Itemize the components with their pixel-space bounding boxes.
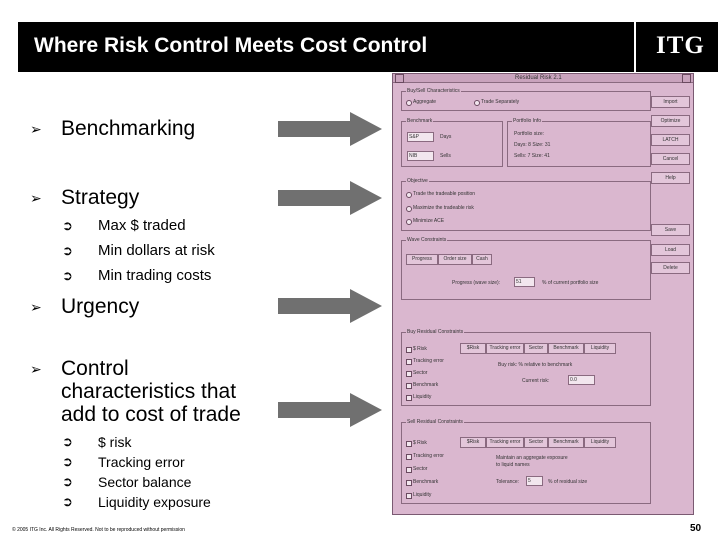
objective-label: Minimize ACE [413, 218, 445, 224]
sub-bullet-text: $ risk [98, 434, 132, 450]
benchmark-group [401, 118, 503, 167]
slide-title: Where Risk Control Meets Cost Control [34, 34, 428, 57]
tab-benchmark[interactable]: Benchmark [548, 437, 584, 448]
arrow-bullet-icon: ➢ [30, 121, 42, 137]
tab-progress[interactable]: Progress [406, 254, 438, 265]
group-label: Sell Residual Constraints [407, 419, 463, 425]
progress-suffix: % of current portfolio size [542, 280, 599, 286]
tolerance-input[interactable]: 5 [526, 476, 543, 486]
objective-radio[interactable] [406, 192, 412, 198]
sub-bullet-icon: ➲ [62, 494, 73, 509]
tab-benchmark[interactable]: Benchmark [548, 343, 584, 354]
constraint-label: Benchmark [413, 479, 439, 485]
aggregate-radio[interactable] [406, 100, 412, 106]
arrow-bullet-icon: ➢ [30, 190, 42, 206]
load-button[interactable]: Load [651, 244, 690, 256]
radio-label: Aggregate [413, 99, 437, 105]
constraint-label: Sector [413, 370, 428, 376]
bullet-text: Benchmarking [61, 117, 196, 140]
constraint-label: Tracking error [413, 358, 444, 364]
constraint-label: $ Risk [413, 346, 427, 352]
arrow-bullet-icon: ➢ [30, 361, 42, 377]
tab-risk[interactable]: $Risk [460, 343, 486, 354]
tab-sector[interactable]: Sector [524, 343, 548, 354]
constraint-checkbox[interactable] [406, 493, 412, 499]
tolerance-suffix: % of residual size [548, 479, 588, 485]
constraint-checkbox[interactable] [406, 454, 412, 460]
cancel-button[interactable]: Cancel [651, 153, 690, 165]
progress-input[interactable]: 51 [514, 277, 535, 287]
buy-risk-text: Buy risk: % relative to benchmark [498, 362, 573, 368]
sell-text: to liquid names [496, 462, 530, 468]
constraint-checkbox[interactable] [406, 371, 412, 377]
constraint-label: Benchmark [413, 382, 439, 388]
objective-label: Maximize the tradeable risk [413, 205, 474, 211]
sub-bullet-icon: ➲ [62, 268, 73, 283]
save-button[interactable]: Save [651, 224, 690, 236]
arrow-right-icon [278, 289, 382, 323]
sub-bullet-icon: ➲ [62, 474, 73, 489]
sub-bullet-text: Min trading costs [98, 267, 212, 284]
window-titlebar [393, 74, 693, 83]
constraint-checkbox[interactable] [406, 395, 412, 401]
arrow-right-icon [278, 181, 382, 215]
bullet-text-line: characteristics that [61, 380, 237, 403]
buy-risk-input[interactable]: 0.0 [568, 375, 595, 385]
objective-radio[interactable] [406, 219, 412, 225]
objective-label: Trade the tradeable position [413, 191, 476, 197]
group-label: Portfolio Info [513, 118, 542, 124]
bullet-text-line: Control [61, 357, 129, 380]
help-button[interactable]: Help [651, 172, 690, 184]
constraint-label: Tracking error [413, 453, 444, 459]
bullet-text: Urgency [61, 295, 140, 318]
bullet-text-line: add to cost of trade [61, 403, 241, 426]
constraint-checkbox[interactable] [406, 467, 412, 473]
trade-separately-radio[interactable] [474, 100, 480, 106]
radio-label: Trade Separately [481, 99, 520, 105]
portfolio-line: Sells: 7 Size: 41 [514, 153, 550, 159]
import-button[interactable]: Import [651, 96, 690, 108]
constraint-checkbox[interactable] [406, 480, 412, 486]
window-menu-button[interactable] [395, 74, 404, 83]
residual-risk-window [392, 73, 694, 515]
copyright-footer: © 2005 ITG Inc. All Rights Reserved. Not to be reproduced without permission [12, 527, 185, 533]
constraint-label: Liquidity [413, 492, 432, 498]
window-title: Residual Risk 2.1 [515, 75, 562, 81]
constraint-checkbox[interactable] [406, 441, 412, 447]
group-label: Objective [407, 178, 428, 184]
buy-risk-label: Current risk: [522, 378, 550, 384]
tolerance-label: Tolerance: [496, 479, 520, 485]
tab-risk[interactable]: $Risk [460, 437, 486, 448]
sub-bullet-icon: ➲ [62, 434, 73, 449]
constraint-label: Liquidity [413, 394, 432, 400]
sub-bullet-text: Max $ traded [98, 217, 186, 234]
tab-cash[interactable]: Cash [472, 254, 492, 265]
group-label: Buy/Sell Characteristics [407, 88, 460, 94]
benchmark-select[interactable]: S&P [407, 132, 434, 142]
sell-residual-group [401, 419, 651, 504]
portfolio-line: Portfolio size: [514, 131, 545, 137]
delete-button[interactable]: Delete [651, 262, 690, 274]
buy-residual-group [401, 329, 651, 406]
sub-bullet-icon: ➲ [62, 218, 73, 233]
characteristics-group [401, 88, 651, 111]
header-divider [634, 22, 636, 72]
progress-label: Progress (wave size): [452, 280, 501, 286]
portfolio-info-group [507, 118, 651, 167]
constraint-label: Sector [413, 466, 428, 472]
sell-text: Maintain an aggregate exposure [496, 455, 568, 461]
objective-radio[interactable] [406, 206, 412, 212]
page-number: 50 [690, 523, 702, 534]
sub-bullet-icon: ➲ [62, 454, 73, 469]
bullet-text: Strategy [61, 186, 140, 209]
tab-tracking-error[interactable]: Tracking error [486, 437, 524, 448]
constraint-checkbox[interactable] [406, 347, 412, 353]
benchmark-value: Days [440, 134, 452, 140]
tab-tracking-error[interactable]: Tracking error [486, 343, 524, 354]
group-label: Buy Residual Constraints [407, 329, 464, 335]
sub-bullet-text: Sector balance [98, 474, 192, 490]
constraint-checkbox[interactable] [406, 383, 412, 389]
sub-bullet-text: Liquidity exposure [98, 494, 211, 510]
benchmark-select[interactable]: NIB [407, 151, 434, 161]
arrow-right-icon [278, 393, 382, 427]
benchmark-value: Sells [440, 153, 451, 159]
latch-button[interactable]: LATCH [651, 134, 690, 146]
portfolio-line: Days: 8 Size: 31 [514, 142, 551, 148]
constraint-checkbox[interactable] [406, 359, 412, 365]
constraint-label: $ Risk [413, 440, 427, 446]
arrow-right-icon [278, 112, 382, 146]
tab-order-size[interactable]: Order size [438, 254, 472, 265]
objective-group [401, 178, 651, 231]
tab-sector[interactable]: Sector [524, 437, 548, 448]
window-close-button[interactable] [682, 74, 691, 83]
tab-liquidity[interactable]: Liquidity [584, 437, 616, 448]
optimize-button[interactable]: Optimize [651, 115, 690, 127]
sub-bullet-text: Min dollars at risk [98, 242, 215, 259]
group-label: Wave Constraints [407, 237, 447, 243]
itg-logo: ITG [656, 32, 705, 59]
sub-bullet-text: Tracking error [98, 454, 185, 470]
tab-liquidity[interactable]: Liquidity [584, 343, 616, 354]
title-bar [18, 22, 718, 72]
arrow-bullet-icon: ➢ [30, 299, 42, 315]
group-label: Benchmark [407, 118, 433, 124]
wave-constraints-group [401, 237, 651, 300]
sub-bullet-icon: ➲ [62, 243, 73, 258]
